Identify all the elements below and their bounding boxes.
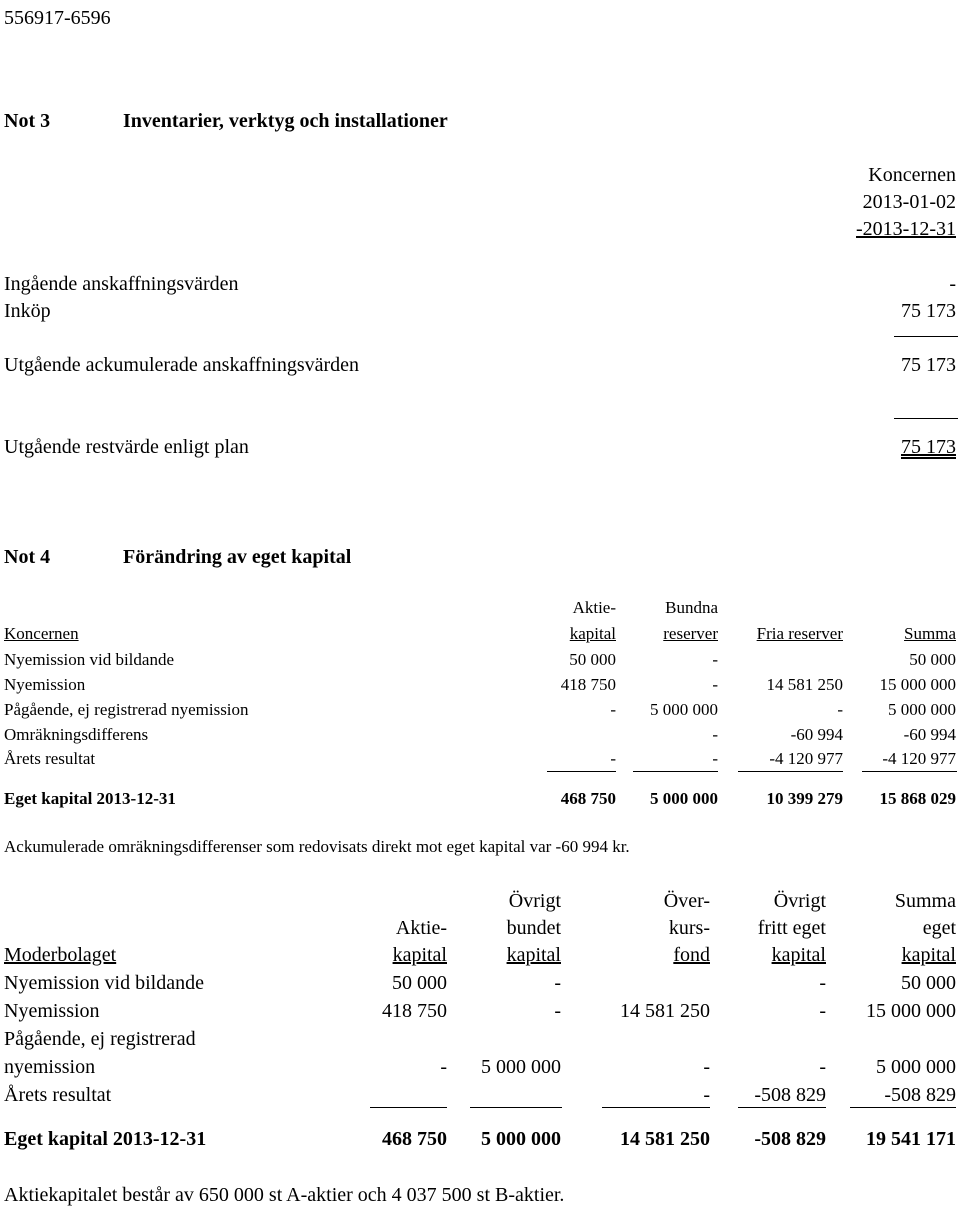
table-cell: -508 829 (754, 1084, 826, 1106)
table-cell: -60 994 (790, 725, 843, 744)
table-row-label: Nyemission (4, 675, 86, 694)
group-heading: Koncernen (4, 624, 79, 643)
total-label: Eget kapital 2013-12-31 (4, 789, 176, 808)
col-header: kapital (506, 944, 561, 966)
total-rule (850, 1107, 956, 1108)
table-cell: 50 000 (392, 972, 447, 994)
note3-row-value: 75 173 (901, 354, 956, 376)
total-cell: -508 829 (754, 1128, 826, 1150)
table-cell: -4 120 977 (882, 749, 956, 768)
total-cell: 468 750 (560, 789, 616, 808)
table-cell: 15 000 000 (866, 1000, 956, 1022)
col-header: fond (673, 944, 710, 966)
table-cell: -60 994 (903, 725, 956, 744)
total-cell: 5 000 000 (481, 1128, 561, 1150)
table-cell: - (819, 972, 826, 994)
table-cell: - (703, 1084, 710, 1106)
total-rule (547, 771, 616, 772)
table-cell: - (712, 675, 718, 694)
subtotal-rule (894, 336, 958, 337)
table-cell: - (712, 749, 718, 768)
table-cell: - (703, 1056, 710, 1078)
table-cell: 418 750 (560, 675, 616, 694)
note3-row-label: Utgående ackumulerade anskaffningsvärden (4, 354, 360, 376)
table-row-label: Årets resultat (4, 1084, 112, 1106)
table-cell: - (837, 700, 843, 719)
table-cell: 5 000 000 (650, 700, 718, 719)
total-rule (470, 1107, 562, 1108)
table-cell: - (819, 1000, 826, 1022)
total-cell: 19 541 171 (866, 1128, 956, 1150)
table-cell: - (819, 1056, 826, 1078)
table-row-label: Pågående, ej registrerad nyemission (4, 700, 249, 719)
table-cell: -4 120 977 (769, 749, 843, 768)
note3-col-group: Koncernen (868, 164, 956, 186)
col-header: kapital (392, 944, 447, 966)
col-header: Aktie- (395, 917, 447, 939)
col-header: fritt eget (757, 917, 826, 939)
total-cell: 468 750 (382, 1128, 447, 1150)
note3-row-value: 75 173 (901, 436, 956, 458)
note3-row-value: - (949, 273, 956, 295)
table-row-label: Pågående, ej registrerad (4, 1028, 196, 1050)
table-row-label: Årets resultat (4, 749, 96, 768)
table-cell: 5 000 000 (876, 1056, 956, 1078)
note3-row-label: Ingående anskaffningsvärden (4, 273, 239, 295)
note3-label: Not 3 (4, 110, 51, 132)
table-cell: - (610, 700, 616, 719)
table-row-label: Nyemission vid bildande (4, 972, 204, 994)
col-header: Fria reserver (756, 624, 843, 643)
table-cell: 50 000 (569, 650, 616, 669)
total-rule (602, 1107, 710, 1108)
table-cell: - (554, 972, 561, 994)
table-cell: -508 829 (884, 1084, 956, 1106)
col-header: kapital (771, 944, 826, 966)
table-row-label: Nyemission (4, 1000, 100, 1022)
total-cell: 14 581 250 (620, 1128, 710, 1150)
org-number: 556917-6596 (4, 7, 111, 29)
table-cell: - (712, 650, 718, 669)
col-header: kurs- (668, 917, 710, 939)
footer-note: Aktiekapitalet består av 650 000 st A-aktier och 4 037 500 st B-aktier. (4, 1184, 565, 1206)
table-cell: - (712, 725, 718, 744)
col-header: Summa (894, 890, 956, 912)
col-header: eget (922, 917, 956, 939)
col-header: bundet (506, 917, 561, 939)
total-rule (738, 771, 843, 772)
col-header: Summa (904, 624, 956, 643)
subtotal-rule (894, 418, 958, 419)
table-cell: 50 000 (901, 972, 956, 994)
note3-col-to: -2013-12-31 (856, 218, 956, 240)
table-cell: 14 581 250 (620, 1000, 710, 1022)
col-header: reserver (663, 624, 718, 643)
col-header: Övrigt (773, 890, 826, 912)
table-cell: 5 000 000 (888, 700, 956, 719)
total-rule (370, 1107, 447, 1108)
note3-row-label: Utgående restvärde enligt plan (4, 436, 249, 458)
col-header: Över- (663, 890, 710, 912)
col-header: kapital (901, 944, 956, 966)
total-rule (633, 771, 718, 772)
table-cell: 50 000 (909, 650, 956, 669)
table-cell: - (610, 749, 616, 768)
col-header: kapital (569, 624, 616, 643)
table-cell: - (554, 1000, 561, 1022)
total-label: Eget kapital 2013-12-31 (4, 1128, 207, 1150)
note3-row-value: 75 173 (901, 300, 956, 322)
group-heading: Moderbolaget (4, 944, 117, 966)
table-cell: - (440, 1056, 447, 1078)
note3-col-from: 2013-01-02 (862, 191, 956, 213)
total-cell: 10 399 279 (766, 789, 843, 808)
total-rule (738, 1107, 826, 1108)
table-cell: 5 000 000 (481, 1056, 561, 1078)
note3-title: Inventarier, verktyg och installationer (123, 110, 448, 132)
table-row-label: nyemission (4, 1056, 96, 1078)
total-rule (862, 771, 957, 772)
total-cell: 15 868 029 (879, 789, 956, 808)
table-row-label: Omräkningsdifferens (4, 725, 149, 744)
col-header: Bundna (665, 598, 718, 617)
table-cell: 418 750 (382, 1000, 447, 1022)
table-cell: 15 000 000 (879, 675, 956, 694)
col-header: Aktie- (572, 598, 616, 617)
note3-row-label: Inköp (4, 300, 51, 322)
note4-title: Förändring av eget kapital (123, 546, 352, 568)
table-cell: 14 581 250 (766, 675, 843, 694)
note4-label: Not 4 (4, 546, 51, 568)
col-header: Övrigt (508, 890, 561, 912)
total-cell: 5 000 000 (650, 789, 718, 808)
table-row-label: Nyemission vid bildande (4, 650, 174, 669)
note4-footnote: Ackumulerade omräkningsdifferenser som redovisats direkt mot eget kapital var -60 994 kr. (4, 837, 630, 856)
